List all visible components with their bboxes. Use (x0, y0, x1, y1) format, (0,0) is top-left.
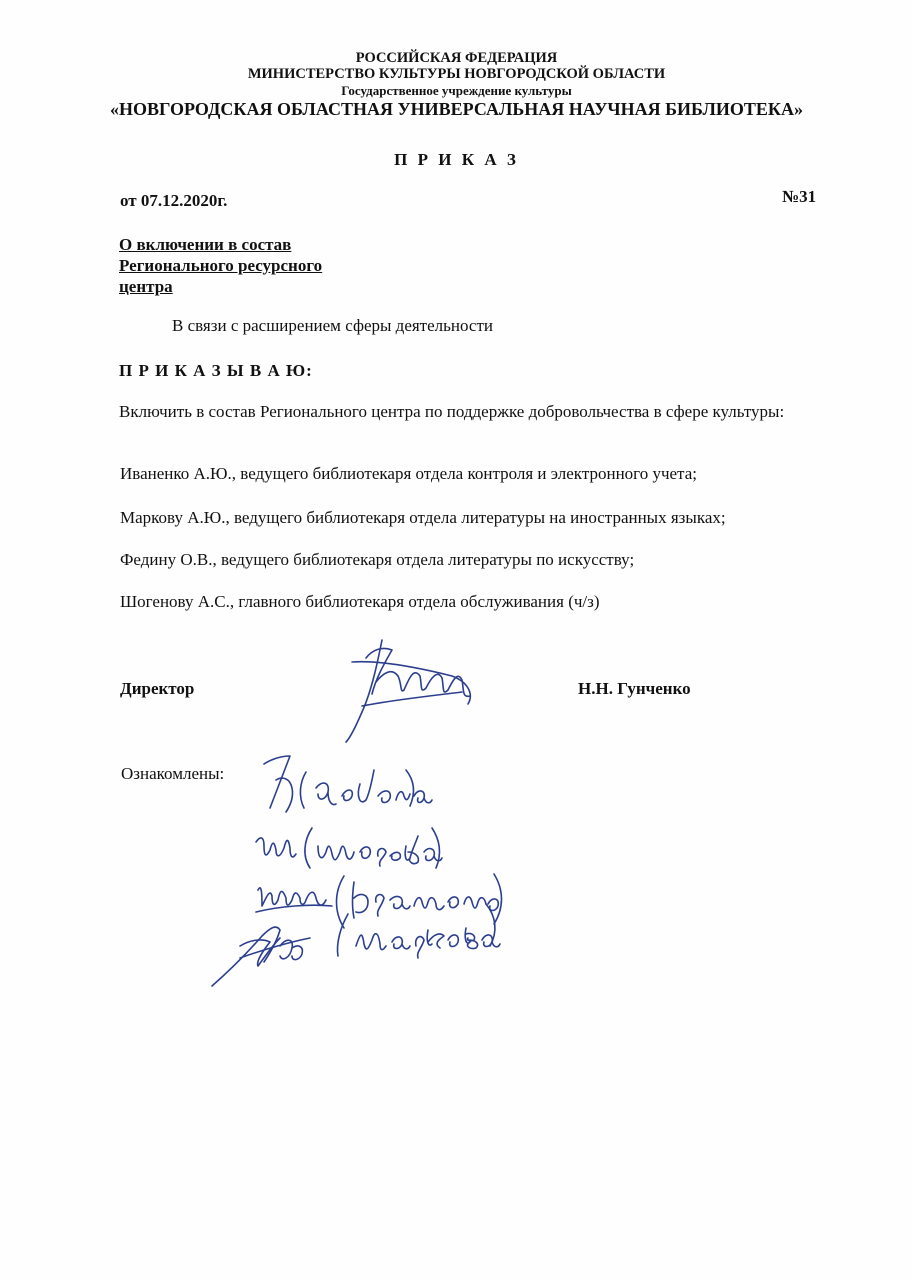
include-text: Включить в состав Регионального центра по поддержке добровольчества в сфере культуры: (119, 402, 785, 421)
subject-line-3: центра (119, 277, 173, 296)
director-signature (346, 640, 470, 742)
person-item: Шогенову А.С., главного библиотекаря отдела обслуживания (ч/з) (120, 592, 600, 611)
order-number: №31 (782, 187, 817, 206)
signature-markova (212, 904, 500, 986)
person-item: Иваненко А.Ю., ведущего библиотекаря отдела контроля и электронного учета; (120, 464, 697, 483)
document-title: П Р И К А З (394, 150, 519, 169)
order-reason: В связи с расширением сферы деятельности (172, 316, 493, 335)
header-country: РОССИЙСКАЯ ФЕДЕРАЦИЯ (355, 50, 558, 66)
director-title: Директор (120, 679, 195, 698)
person-item: Маркову А.Ю., ведущего библиотекаря отдела литературы на иностранных языках; (120, 508, 726, 527)
signature-shogenova (256, 828, 442, 868)
subject-line-1: О включении в состав (119, 235, 292, 254)
header-institution-name: «НОВГОРОДСКАЯ ОБЛАСТНАЯ УНИВЕРСАЛЬНАЯ НАУЧНАЯ БИБЛИОТЕКА» (110, 99, 803, 119)
person-item: Федину О.В., ведущего библиотекаря отдела литературы по искусству; (120, 550, 635, 569)
director-name: Н.Н. Гунченко (578, 679, 691, 698)
header-institution-type: Государственное учреждение культуры (341, 83, 572, 98)
order-date: от 07.12.2020г. (120, 191, 228, 210)
header-ministry: МИНИСТЕРСТВО КУЛЬТУРЫ НОВГОРОДСКОЙ ОБЛАСТИ (247, 66, 666, 82)
acquainted-label: Ознакомлены: (121, 764, 225, 783)
subject-line-2: Регионального ресурсного (119, 256, 323, 275)
signature-ivanenko (256, 874, 502, 928)
order-directive: П Р И К А З Ы В А Ю: (119, 361, 313, 380)
signature-fedina (264, 756, 432, 812)
